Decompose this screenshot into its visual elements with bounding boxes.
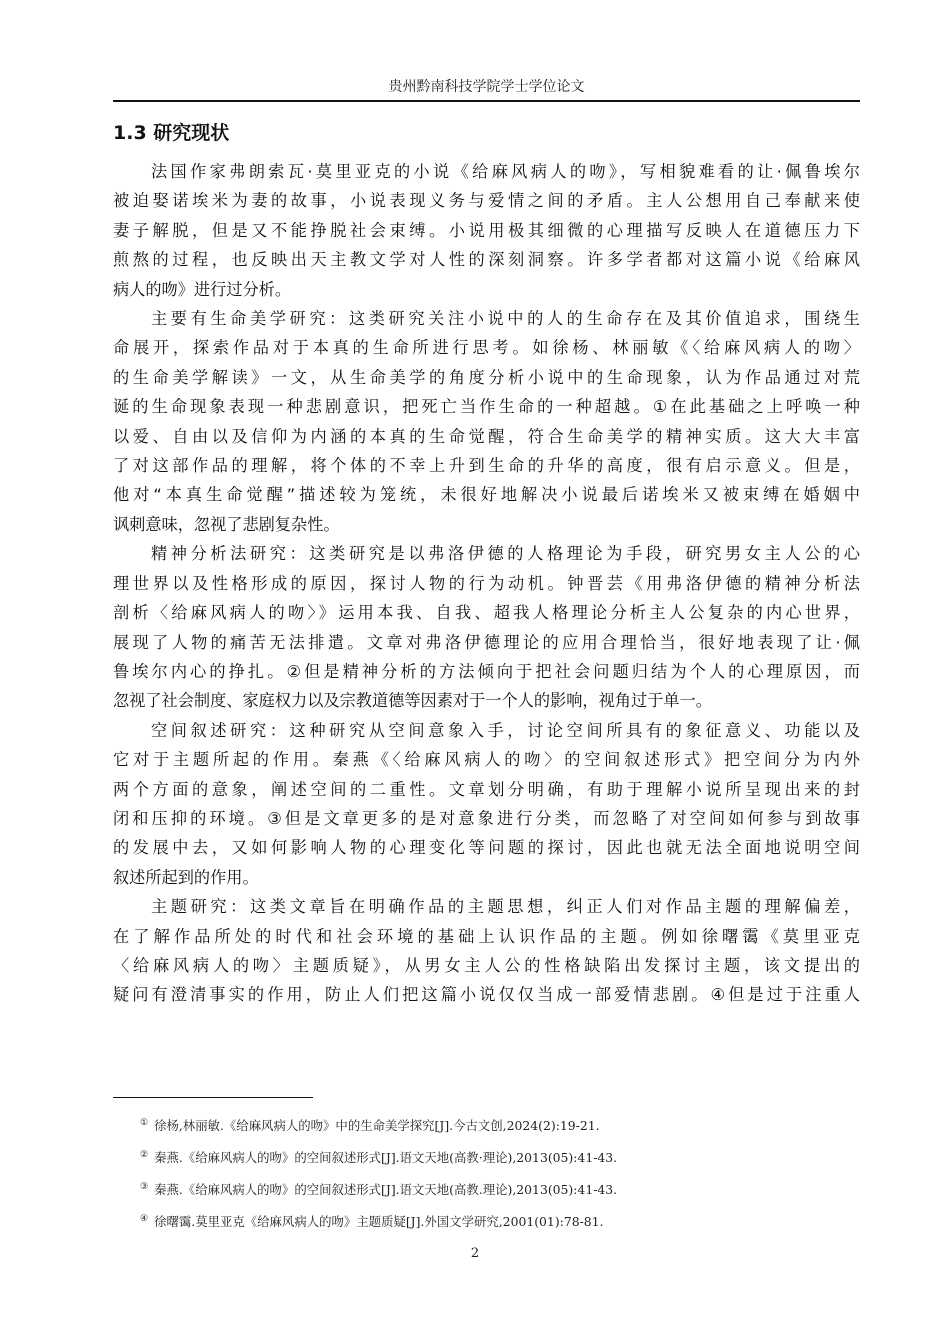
text-line: 的生命美学解读》一文，从生命美学的角度分析小说中的生命现象，认为作品通过对荒 [113,367,860,387]
text-line: 诞的生命现象表现一种悲剧意识，把死亡当作生命的一种超越。①在此基础之上呼唤一种 [113,397,860,417]
text-line: 他对“本真生命觉醒”描述较为笼统，未很好地解决小说最后诺埃米又被束缚在婚姻中 [113,485,860,505]
footnote-text: 徐曙霭.莫里亚克《给麻风病人的吻》主题质疑[J].外国文学研究,2001(01):78-81. [154,1214,604,1230]
header-rule [113,100,860,102]
text-line: 鲁埃尔内心的挣扎。②但是精神分析的方法倾向于把社会问题归结为个人的心理原因，而 [113,661,860,681]
text-line: 被迫娶诺埃米为妻的故事，小说表现义务与爱情之间的矛盾。主人公想用自己奉献来使 [113,191,860,211]
text-line: 煎熬的过程，也反映出天主教文学对人性的深刻洞察。许多学者都对这篇小说《给麻风 [113,250,860,270]
footnote-mark: ④ [140,1214,149,1224]
text-line: 忽视了社会制度、家庭权力以及宗教道德等因素对于一个人的影响，视角过于单一。 [113,691,712,711]
text-line: 〈给麻风病人的吻〉主题质疑》，从男女主人公的性格缺陷出发探讨主题，该文提出的 [113,955,860,975]
footnote-item [140,1113,860,1145]
text-line: 在了解作品所处的时代和社会环境的基础上认识作品的主题。例如徐曙霭《莫里亚克 [113,926,860,946]
text-line: 了对这部作品的理解，将个体的不幸上升到生命的升华的高度，很有启示意义。但是， [113,456,860,476]
text-line: 两个方面的意象，阐述空间的二重性。文章划分明确，有助于理解小说所呈现出来的封 [113,779,860,799]
body-text [113,157,860,1010]
footnote-mark: ② [140,1150,149,1160]
text-line: 它对于主题所起的作用。秦燕《〈给麻风病人的吻〉的空间叙述形式》把空间分为内外 [113,750,860,770]
text-line: 以爱、自由以及信仰为内涵的本真的生命觉醒，符合生命美学的精神实质。这大大丰富 [113,426,860,446]
footnote-item [140,1209,860,1241]
footnote-text: 秦燕.《给麻风病人的吻》的空间叙述形式[J].语文天地(高教·理论),2013(05):41-43. [154,1150,618,1166]
footnote-mark: ③ [140,1182,149,1192]
footnote-text: 秦燕.《给麻风病人的吻》的空间叙述形式[J].语文天地(高教.理论),2013(05):41-43. [154,1182,618,1198]
text-line: 疑问有澄清事实的作用，防止人们把这篇小说仅仅当成一部爱情悲剧。④但是过于注重人 [113,985,860,1005]
text-line: 剖析〈给麻风病人的吻〉》运用本我、自我、超我人格理论分析主人公复杂的内心世界， [113,603,860,623]
footnote-rule [113,1097,313,1098]
footnote-mark: ① [140,1118,149,1128]
text-line: 法国作家弗朗索瓦·莫里亚克的小说《给麻风病人的吻》，写相貌难看的让·佩鲁埃尔 [151,162,860,181]
section-heading: 1.3 研究现状 [113,122,230,144]
text-line: 命展开，探索作品对于本真的生命所进行思考。如徐杨、林丽敏《〈给麻风病人的吻〉 [113,338,860,358]
footnote-item [140,1145,860,1177]
text-line: 病人的吻》进行过分析。 [113,279,292,299]
text-line: 闭和压抑的环境。③但是文章更多的是对意象进行分类，而忽略了对空间如何参与到故事 [113,808,860,828]
footnote-item [140,1177,860,1209]
footnotes [140,1113,860,1241]
text-line: 妻子解脱，但是又不能挣脱社会束缚。小说用极其细微的心理描写反映人在道德压力下 [113,220,860,240]
text-line: 主要有生命美学研究：这类研究关注小说中的人的生命存在及其价值追求，围绕生 [151,309,860,329]
text-line: 空间叙述研究：这种研究从空间意象入手，讨论空间所具有的象征意义、功能以及 [151,720,860,740]
text-line: 的发展中去，又如何影响人物的心理变化等问题的探讨，因此也就无法全面地说明空间 [113,838,860,858]
page-number: 2 [470,1246,480,1261]
text-line: 理世界以及性格形成的原因，探讨人物的行为动机。钟晋芸《用弗洛伊德的精神分析法 [113,573,860,593]
text-line: 精神分析法研究：这类研究是以弗洛伊德的人格理论为手段，研究男女主人公的心 [151,544,860,564]
text-line: 主题研究：这类文章旨在明确作品的主题思想，纠正人们对作品主题的理解偏差， [151,897,860,917]
page-header: 贵州黔南科技学院学士学位论文 [388,79,585,95]
text-line: 讽刺意味，忽视了悲剧复杂性。 [113,514,340,534]
footnote-text: 徐杨,林丽敏.《给麻风病人的吻》中的生命美学探究[J].今古文创,2024(2):19-21. [154,1118,600,1134]
text-line: 展现了人物的痛苦无法排遣。文章对弗洛伊德理论的应用合理恰当，很好地表现了让·佩 [113,632,860,652]
text-line: 叙述所起到的作用。 [113,867,259,887]
